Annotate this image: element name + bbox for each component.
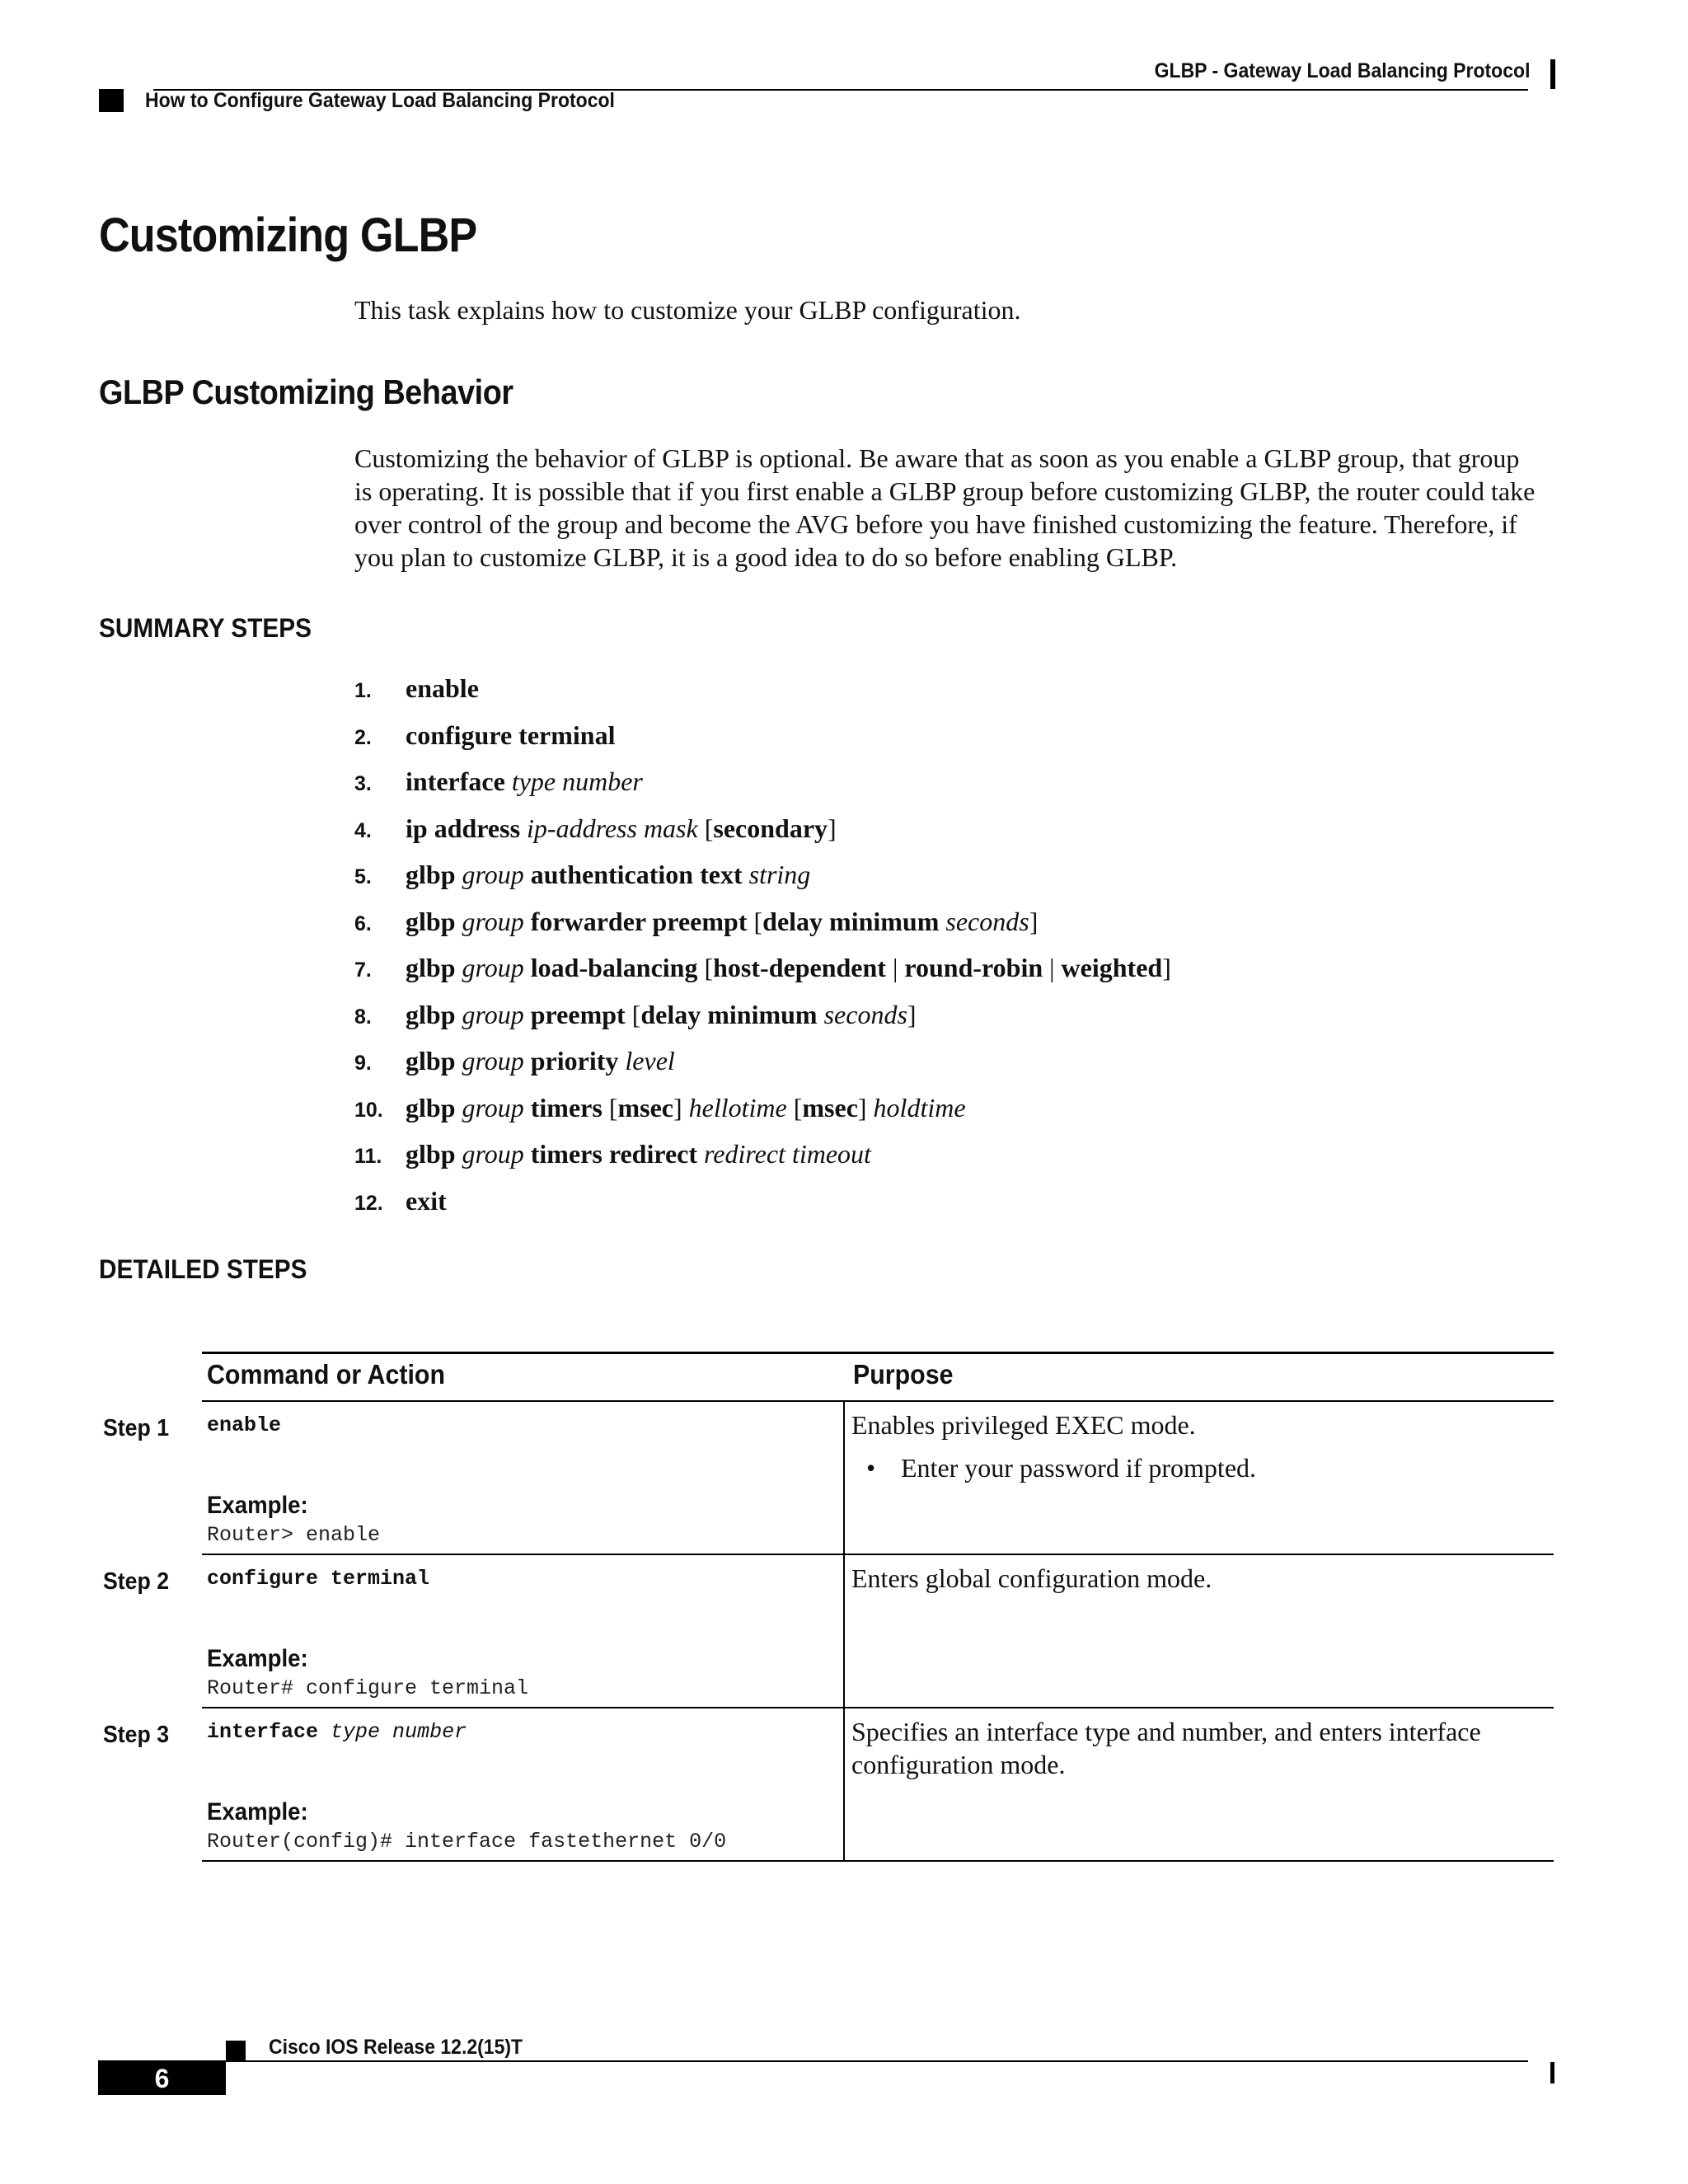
step-command: glbp group timers [msec] hellotime [msec] holdtime	[406, 1092, 966, 1122]
example-code: Router(config)# interface fastethernet 0/0	[207, 1830, 727, 1854]
purpose-bullet	[851, 1453, 1554, 1483]
summary-step	[354, 673, 1171, 720]
page-number: 6	[154, 2064, 170, 2093]
footer-rule	[226, 2060, 1528, 2062]
summary-step	[354, 860, 1171, 907]
purpose-text: Enables privileged EXEC mode.	[851, 1410, 1196, 1440]
step-command: ip address ip-address mask [secondary]	[406, 813, 837, 843]
summary-step	[354, 953, 1171, 1000]
example-label: Example:	[207, 1645, 308, 1672]
step-number: 11.	[354, 1145, 382, 1168]
section-heading: GLBP Customizing Behavior	[99, 373, 513, 411]
command-text	[207, 1555, 843, 1591]
summary-step	[354, 766, 1171, 813]
footer-square-marker	[226, 2041, 246, 2060]
step-number: 3.	[354, 772, 372, 795]
summary-step	[354, 1000, 1171, 1047]
step-command: glbp group load-balancing [host-dependent | round-robin | weighted]	[406, 953, 1171, 982]
step-label: Step 1	[103, 1415, 170, 1441]
step-number: 1.	[354, 679, 372, 702]
step-number: 8.	[354, 1005, 372, 1029]
table-row	[103, 1555, 1554, 1707]
page-title: Customizing GLBP	[99, 209, 477, 262]
footer-bar	[1550, 2062, 1554, 2083]
command-keyword: interface	[207, 1720, 319, 1744]
step-command: glbp group timers redirect redirect timeout	[406, 1139, 871, 1169]
step-number: 7.	[354, 958, 372, 982]
example-label: Example:	[207, 1492, 308, 1519]
table-bottom-rule	[202, 1860, 1554, 1862]
step-number: 6.	[354, 912, 372, 935]
purpose-text: Enters global configuration mode.	[851, 1563, 1212, 1593]
command-keyword: configure terminal	[207, 1567, 430, 1591]
summary-step	[354, 907, 1171, 954]
column-header-purpose: Purpose	[853, 1359, 954, 1390]
summary-step	[354, 720, 1171, 767]
section-body: Customizing the behavior of GLBP is optional. Be aware that as soon as you enable a GLBP group, that group is operating. It is possible that if you first enable a GLBP group before customizing GLBP, the router could take over control of the group and become the AVG before you have finished customizing the feature. Therefore, if you plan to customize GLBP, it is a good idea to do so before enabling GLBP.	[354, 443, 1536, 572]
step-number: 12.	[354, 1191, 383, 1215]
summary-step	[354, 1186, 1171, 1233]
step-command: exit	[406, 1185, 447, 1216]
step-command: glbp group forwarder preempt [delay minimum seconds]	[406, 906, 1039, 936]
summary-step	[354, 1139, 1171, 1186]
command-argument: type number	[331, 1720, 467, 1744]
header-bar	[1550, 59, 1555, 89]
example-label: Example:	[207, 1798, 308, 1825]
table-row	[103, 1708, 1554, 1860]
step-command: glbp group preempt [delay minimum seconds]	[406, 999, 917, 1029]
example-code: Router> enable	[207, 1523, 381, 1547]
example-code: Router# configure terminal	[207, 1676, 529, 1700]
table-row	[103, 1402, 1554, 1554]
step-command: interface type number	[406, 766, 643, 796]
summary-step	[354, 813, 1171, 860]
bullet-icon: •	[866, 1453, 876, 1483]
step-number: 5.	[354, 865, 372, 888]
running-header-section: How to Configure Gateway Load Balancing Protocol	[145, 89, 615, 112]
step-label: Step 3	[103, 1722, 170, 1748]
command-text	[207, 1708, 843, 1744]
detailed-steps-heading: DETAILED STEPS	[99, 1254, 307, 1284]
step-command: glbp group priority level	[406, 1046, 675, 1076]
bullet-text: Enter your password if prompted.	[901, 1453, 1257, 1483]
step-number: 9.	[354, 1052, 372, 1075]
column-header-command: Command or Action	[207, 1359, 445, 1390]
command-text	[207, 1402, 843, 1437]
intro-paragraph: This task explains how to customize your GLBP configuration.	[354, 295, 1021, 325]
step-number: 10.	[354, 1098, 383, 1122]
summary-step	[354, 1046, 1171, 1093]
footer-release: Cisco IOS Release 12.2(15)T	[269, 2036, 523, 2059]
step-command: glbp group authentication text string	[406, 860, 811, 889]
step-command: enable	[406, 673, 479, 703]
table-header-row	[202, 1354, 1554, 1400]
summary-steps-list	[354, 673, 1171, 1232]
step-number: 2.	[354, 725, 372, 749]
detailed-steps-table	[103, 1352, 1554, 1862]
running-header-chapter: GLBP - Gateway Load Balancing Protocol	[1154, 59, 1530, 82]
summary-step	[354, 1093, 1171, 1140]
summary-steps-heading: SUMMARY STEPS	[99, 613, 312, 643]
step-command: configure terminal	[406, 719, 616, 750]
step-number: 4.	[354, 818, 372, 842]
purpose-text: Specifies an interface type and number, and enters interface configuration mode.	[851, 1717, 1481, 1779]
step-label: Step 2	[103, 1568, 170, 1595]
header-square-marker	[99, 89, 124, 112]
command-keyword: enable	[207, 1413, 282, 1437]
